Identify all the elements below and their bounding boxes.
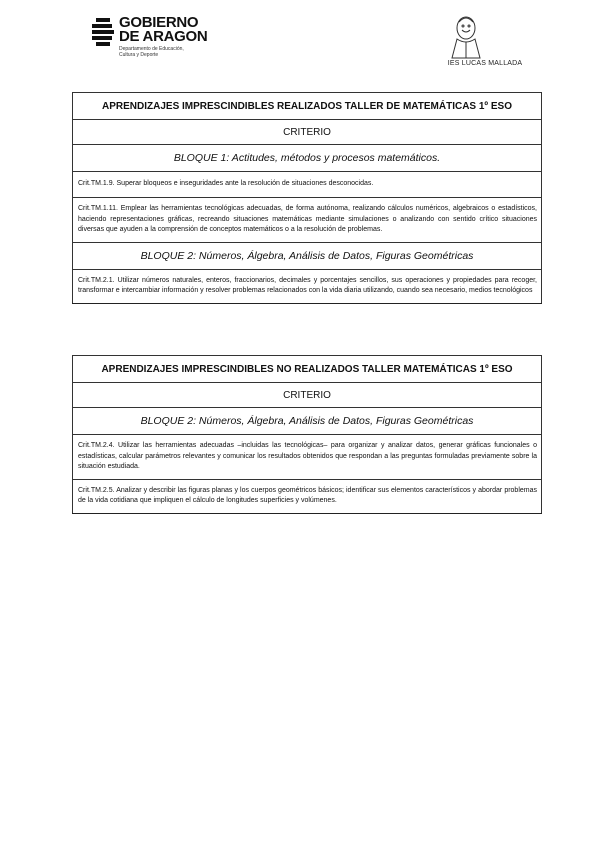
department-name: Departamento de Educación, Cultura y Deporte: [119, 46, 184, 58]
bloque-1-header: BLOQUE 1: Actitudes, métodos y procesos matemáticos.: [73, 145, 542, 172]
realizados-table: [72, 92, 542, 304]
bloque-2-header: BLOQUE 2: Números, Álgebra, Análisis de Datos, Figuras Geométricas: [73, 242, 542, 269]
criterio-row: Crit.TM.1.9. Superar bloqueos e inseguridades ante la resolución de situaciones desconocidas.: [73, 172, 542, 198]
bloque-2-header: BLOQUE 2: Números, Álgebra, Análisis de Datos, Figuras Geométricas: [73, 408, 542, 435]
no-realizados-title: APRENDIZAJES IMPRESCINDIBLES NO REALIZADOS TALLER MATEMÁTICAS 1º ESO: [73, 356, 542, 383]
ies-name: IES LUCAS MALLADA: [447, 60, 523, 67]
realizados-title: APRENDIZAJES IMPRESCINDIBLES REALIZADOS TALLER DE MATEMÁTICAS 1º ESO: [73, 93, 542, 120]
gobierno-aragon-logo: [92, 16, 222, 64]
criterio-row: Crit.TM.2.5. Analizar y describir las figuras planas y los cuerpos geométricos básicos; identificar sus elementos característicos y abordar problemas de la vida cotidiana que impliquen el cálculo de longitudes superficies y volúmenes.: [73, 479, 542, 513]
gobierno-name: GOBIERNO DE ARAGON: [119, 14, 208, 45]
page-header: [0, 0, 600, 80]
no-realizados-table: [72, 355, 542, 514]
criterio-row: Crit.TM.2.4. Utilizar las herramientas adecuadas –incluidas las tecnológicas– para organizar y analizar datos, generar gráficas funcionales o estadísticas, calcular parámetros relevantes y comunicar los resultados obtenidos que respondan a las preguntas formuladas previamente sobre la situación estudiada.: [73, 435, 542, 480]
criterio-row: Crit.TM.1.11. Emplear las herramientas tecnológicas adecuadas, de forma autónoma, realizando cálculos numéricos, algebraicos o estadísticos, haciendo representaciones gráficas, recreando situaciones matemáticas mediante simulaciones o analizando con sentido crítico situaciones diversas que ayuden a la comprensión de conceptos matemáticos o a la resolución de problemas.: [73, 198, 542, 243]
criterio-header: CRITERIO: [73, 120, 542, 145]
gobierno-emblem-icon: [92, 18, 116, 46]
portrait-icon: [440, 12, 530, 60]
ies-logo: [440, 12, 530, 74]
criterio-header: CRITERIO: [73, 383, 542, 408]
criterio-row: Crit.TM.2.1. Utilizar números naturales, enteros, fraccionarios, decimales y porcentajes sencillos, sus operaciones y propiedades para recoger, transformar e intercambiar información y resolver problemas relacionados con la vida diaria utilizando, cuando sea necesario, medios tecnológicos: [73, 269, 542, 303]
